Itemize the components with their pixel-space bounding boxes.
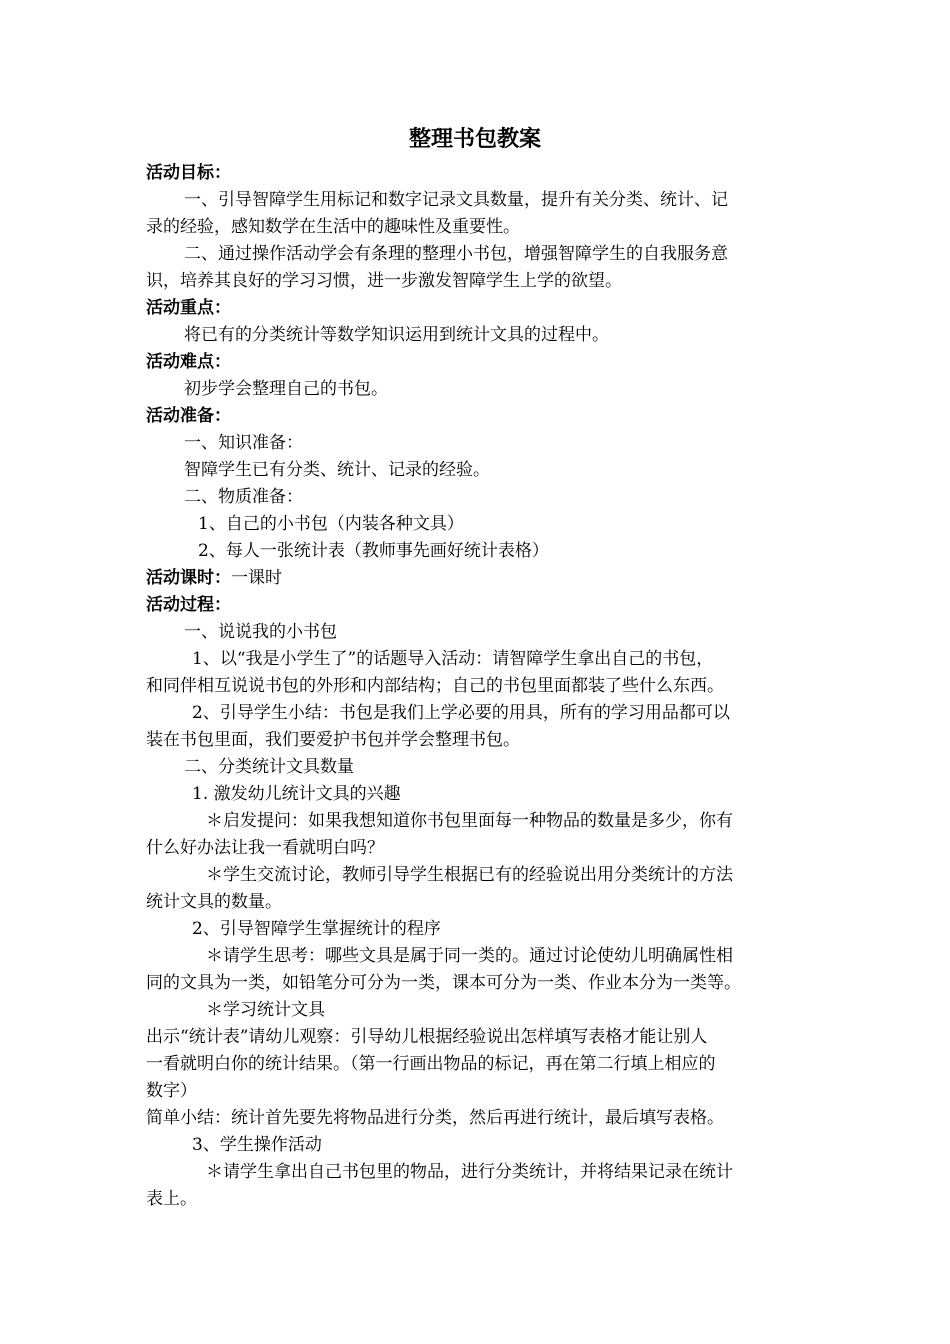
- process-2-step-2-show-line-2: 一看就明白你的统计结果。（第一行画出物品的标记，再在第二行填上相应的: [146, 1054, 716, 1074]
- process-2-step-2-show-line-1: 出示“统计表”请幼儿观察：引导幼儿根据经验说出怎样填写表格才能让别人: [146, 1027, 708, 1047]
- prep-material-item-2: 2、每人一张统计表（教师事先画好统计表格）: [198, 541, 549, 561]
- period-text: 一课时: [231, 568, 282, 588]
- prep-knowledge-title: 一、知识准备：: [184, 433, 303, 453]
- document-body: [146, 160, 806, 1213]
- page-title: 整理书包教案: [408, 127, 541, 152]
- difficulty-text: 初步学会整理自己的书包。: [184, 379, 388, 399]
- goal-2-line-1: 二、通过操作活动学会有条理的整理小书包，增强智障学生的自我服务意: [184, 244, 728, 264]
- process-2-step-2-show-line-3: 数字）: [146, 1081, 197, 1101]
- focus-heading: 活动重点：: [146, 298, 231, 318]
- goal-2-line-2: 识，培养其良好的学习习惯，进一步激发智障学生上学的欲望。: [146, 271, 622, 291]
- process-1-item-1-line-2: 和同伴相互说说书包的外形和内部结构；自己的书包里面都装了些什么东西。: [146, 676, 724, 696]
- process-2-step-2: 2、引导智障学生掌握统计的程序: [192, 919, 441, 939]
- difficulty-heading: 活动难点：: [146, 352, 231, 372]
- prep-material-title: 二、物质准备：: [184, 487, 303, 507]
- process-2-title: 二、分类统计文具数量: [184, 757, 354, 777]
- process-2-step-2-study: ＊学习统计文具: [206, 1000, 325, 1020]
- process-2-step-1-discussion-line-2: 统计文具的数量。: [146, 892, 282, 912]
- goal-1-line-2: 录的经验，感知数学在生活中的趣味性及重要性。: [146, 217, 520, 237]
- process-2-step-1: 1. 激发幼儿统计文具的兴趣: [192, 784, 401, 804]
- process-2-step-3-line-1: ＊请学生拿出自己书包里的物品，进行分类统计，并将结果记录在统计: [206, 1162, 733, 1182]
- goal-heading: 活动目标：: [146, 163, 231, 183]
- prep-material-item-1: 1、自己的小书包（内装各种文具）: [198, 514, 464, 534]
- process-2-step-2-think-line-2: 同的文具为一类，如铅笔分可分为一类，课本可分为一类、作业本分为一类等。: [146, 973, 741, 993]
- process-2-step-2-summary: 简单小结：统计首先要先将物品进行分类，然后再进行统计，最后填写表格。: [146, 1108, 724, 1128]
- prep-heading: 活动准备：: [146, 406, 231, 426]
- process-2-step-3: 3、学生操作活动: [192, 1135, 322, 1155]
- process-2-step-1-question-line-2: 什么好办法让我一看就明白吗？: [146, 838, 384, 858]
- process-2-step-3-line-2: 表上。: [146, 1189, 197, 1209]
- process-heading: 活动过程：: [146, 595, 231, 615]
- period-line: [146, 565, 806, 592]
- process-2-step-1-question-line-1: ＊启发提问：如果我想知道你书包里面每一种物品的数量是多少，你有: [206, 811, 733, 831]
- process-1-item-1-line-1: 1、以“我是小学生了”的话题导入活动：请智障学生拿出自己的书包，: [192, 649, 714, 669]
- focus-text: 将已有的分类统计等数学知识运用到统计文具的过程中。: [184, 325, 609, 345]
- period-heading: 活动课时：: [146, 568, 231, 588]
- process-1-title: 一、说说我的小书包: [184, 622, 337, 642]
- process-1-item-2-line-2: 装在书包里面，我们要爱护书包并学会整理书包。: [146, 730, 520, 750]
- goal-1-line-1: 一、引导智障学生用标记和数字记录文具数量，提升有关分类、统计、记: [184, 190, 728, 210]
- prep-knowledge-text: 智障学生已有分类、统计、记录的经验。: [184, 460, 490, 480]
- process-1-item-2-line-1: 2、引导学生小结：书包是我们上学必要的用具，所有的学习用品都可以: [192, 703, 730, 723]
- process-2-step-2-think-line-1: ＊请学生思考：哪些文具是属于同一类的。通过讨论使幼儿明确属性相: [206, 946, 733, 966]
- process-2-step-1-discussion-line-1: ＊学生交流讨论，教师引导学生根据已有的经验说出用分类统计的方法: [206, 865, 733, 885]
